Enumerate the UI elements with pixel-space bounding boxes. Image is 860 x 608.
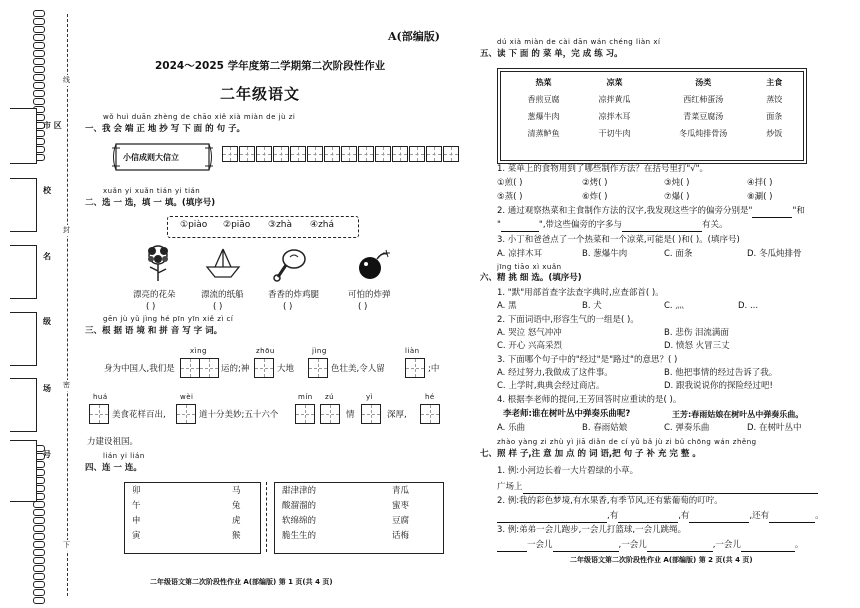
q7-blank-1[interactable]	[523, 482, 818, 494]
seal-line	[67, 14, 68, 596]
q7-blank-2c[interactable]	[689, 511, 749, 523]
q5-pinyin: dú xià miàn de cài dān wán chéng liàn xí	[497, 38, 661, 46]
q5-blank-3[interactable]	[622, 220, 702, 232]
q5-opt-1[interactable]: ①煎( )	[497, 178, 523, 188]
q4-pinyin: lián yi lián	[103, 452, 145, 460]
menu-cell: 西红柿蛋汤	[683, 95, 724, 104]
q7-answer-1: 广场上	[497, 482, 818, 494]
menu-cell: 凉拌黄瓜	[598, 95, 631, 104]
q6-q4-d[interactable]: D. 在树叶丛中	[747, 423, 802, 433]
q3-py-xing: xìng	[190, 347, 207, 355]
menu-header-hot: 热菜	[535, 78, 552, 87]
q4-left-b3[interactable]: 虎	[232, 516, 241, 526]
menu-cell: 面条	[766, 112, 783, 121]
q5-sub3-opt-c[interactable]: C. 面条	[664, 249, 693, 259]
q3-box-hua[interactable]	[89, 404, 109, 424]
q2-item-3-label: 香香的炸鸡腿	[268, 290, 320, 300]
q5-sub3-opt-d[interactable]: D. 冬瓜炖排骨	[747, 249, 802, 259]
q7-title: 七、照 样 子,注 意 加 点 的 词 语,把 句 子 补 充 完 整 。	[480, 449, 701, 459]
menu-header-staple: 主食	[766, 78, 783, 87]
q2-item-1-label: 漂亮的花朵	[133, 290, 176, 300]
q3-box-xing-2[interactable]	[199, 358, 219, 378]
q3-py-min: mín	[298, 393, 313, 401]
q4-right-b4[interactable]: 话梅	[392, 531, 410, 541]
q7-blank-2a[interactable]	[497, 511, 607, 523]
q3-line2-text2: 道十分美妙;五十六个	[199, 410, 279, 420]
q5-sub1: 1. 菜单上的食物用到了哪些制作方法？在括号里打"√"。	[497, 164, 709, 174]
q3-py-lian: liàn	[405, 347, 420, 355]
q3-line2-text1: 美食花样百出,	[112, 410, 166, 420]
seal-box-number	[10, 440, 37, 502]
seal-char-1: 线	[63, 76, 70, 84]
q7-blank-3a[interactable]	[497, 540, 527, 552]
q5-sub2a: 2. 通过观察热菜和主食制作方法的汉字,我发现这些字的偏旁分别是" "和	[497, 206, 805, 216]
q6-dialog-teacher: 李老师:谁在树叶丛中弹奏乐曲呢?	[503, 409, 631, 419]
menu-header-cold: 凉菜	[606, 78, 623, 87]
q1-pinyin: wǒ huì duān zhèng de chāo xiě xià miàn de jù zi	[103, 113, 296, 121]
q4-right-a1[interactable]: 甜津津的	[282, 486, 317, 496]
q4-divider	[266, 482, 267, 552]
q3-line1-text2: 运的;神	[221, 364, 250, 374]
q3-py-wei: wèi	[180, 393, 194, 401]
page-title: 二年级语文	[220, 85, 301, 103]
q3-line3-text: 力建设祖国。	[87, 437, 139, 447]
q5-opt-5[interactable]: ⑤蒸( )	[497, 192, 523, 202]
q2-option-4: ④zhá	[310, 220, 335, 230]
seal-char-2: 封	[63, 226, 70, 234]
q2-item-4-label: 可怕的炸弹	[348, 290, 391, 300]
q2-option-2: ②piāo	[223, 220, 251, 230]
q6-q2-a[interactable]: A. 哭泣 怒气冲冲	[497, 328, 562, 338]
seal-label-name: 名	[43, 252, 51, 261]
menu-cell: 香煎豆腐	[527, 95, 560, 104]
q5-opt-6[interactable]: ⑥炸( )	[582, 192, 608, 202]
q2-pinyin: xuǎn yi xuǎn tián yi tián	[103, 187, 201, 195]
menu-cell: 干切牛肉	[598, 129, 631, 138]
menu-cell: 蒸饺	[766, 95, 783, 104]
q5-opt-7[interactable]: ⑦爆( )	[664, 192, 690, 202]
q6-dialog-student: 王芳:春雨姑娘在树叶丛中弹奏乐曲。	[672, 410, 804, 419]
q5-opt-2[interactable]: ②烤( )	[582, 178, 608, 188]
seal-label-room: 场	[43, 384, 51, 393]
q3-py-zu: zú	[325, 393, 335, 401]
q6-q2-b[interactable]: B. 悲伤 泪流满面	[664, 328, 729, 338]
q4-left-a1[interactable]: 卯	[132, 486, 141, 496]
q2-item-4-blank[interactable]: ( )	[358, 302, 368, 312]
q1-title: 一、我 会 端 正 地 抄 写 下 面 的 句 子。	[85, 124, 246, 134]
q5-opt-8[interactable]: ⑧涮( )	[747, 192, 773, 202]
q3-line1-text1: 身为中国人,我们是	[104, 364, 175, 374]
q4-left-b2[interactable]: 兔	[232, 501, 241, 511]
q4-right-a2[interactable]: 酸溜溜的	[282, 501, 317, 511]
q5-blank-2[interactable]	[501, 220, 539, 232]
menu-cell: 炒饭	[766, 129, 783, 138]
q6-q3: 3. 下面哪个句子中的"经过"是"路过"的意思？( )	[497, 355, 678, 365]
seal-label-city: 市 区	[43, 121, 62, 130]
q2-item-2-label: 漂流的纸船	[201, 290, 244, 300]
q5-sub3-opt-b[interactable]: B. 葱爆牛肉	[582, 249, 628, 259]
q7-pinyin: zhào yàng zi zhù yì jiā diǎn de cí yǔ bǎ jù zi bǔ chōng wán zhěng	[497, 438, 757, 446]
q4-right-a4[interactable]: 脆生生的	[282, 531, 317, 541]
q3-box-lian[interactable]	[405, 358, 425, 378]
q6-q3-a[interactable]: A. 经过努力,我做成了这件事。	[497, 368, 613, 378]
q5-sub2c: " ",带这些偏旁的字多与 有关。	[497, 220, 728, 230]
q6-q4-a[interactable]: A. 乐曲	[497, 423, 526, 433]
q6-q1-a[interactable]: A. 黑	[497, 301, 517, 311]
seal-box-room	[10, 378, 37, 432]
q4-title: 四、连 一 连。	[85, 463, 142, 473]
q6-q2-d[interactable]: D. 愤怒 火冒三丈	[664, 341, 730, 351]
q5-blank-1[interactable]	[752, 206, 792, 218]
q4-right-a3[interactable]: 软绵绵的	[282, 516, 317, 526]
menu-cell: 葱爆牛肉	[527, 112, 560, 121]
q4-left-a3[interactable]: 申	[132, 516, 141, 526]
q2-title: 二、选 一 选，填 一 填。(填序号)	[85, 198, 216, 208]
q3-line1-text4: 色壮美,令人留	[331, 364, 385, 374]
q4-right-b2[interactable]: 蜜枣	[392, 501, 410, 511]
footer-right: 二年级语文第二次阶段性作业 A(部编版) 第 2 页(共 4 页)	[570, 556, 753, 564]
q3-box-zhou[interactable]	[254, 358, 274, 378]
q7-blank-2d[interactable]	[769, 511, 815, 523]
q7-example-3: 3. 例:弟弟一会儿跑步,一会儿打篮球,一会儿跳绳。	[497, 525, 687, 535]
q1-writing-grid	[222, 146, 458, 164]
q4-left-b1[interactable]: 马	[232, 486, 241, 496]
q4-left-b4[interactable]: 猴	[232, 531, 241, 541]
q6-q1: 1. "默"用部首查字法查字典时,应查部首( )。	[497, 288, 664, 298]
seal-box-school	[10, 178, 37, 232]
q3-title: 三、根 据 语 境 和 拼 音 写 字 词。	[85, 326, 223, 336]
q7-blank-3b[interactable]	[553, 540, 619, 552]
q4-left-a2[interactable]: 午	[132, 501, 141, 511]
q7-blank-3d[interactable]	[741, 540, 795, 552]
q3-py-zhou: zhōu	[256, 347, 275, 355]
seal-label-school: 校	[43, 186, 51, 195]
q6-q1-b[interactable]: B. 犬	[582, 301, 602, 311]
q2-option-1: ①piào	[180, 220, 208, 230]
q5-sub3-opt-a[interactable]: A. 凉拌木耳	[497, 249, 543, 259]
paper-boat-icon	[203, 247, 243, 281]
q6-q2-c[interactable]: C. 开心 兴高采烈	[497, 341, 563, 351]
q5-sub3: 3. 小丁和爸爸点了一个热菜和一个凉菜,可能是( )和( )。(填序号)	[497, 235, 740, 245]
seal-box-name	[10, 245, 37, 299]
q6-title: 六、精 挑 细 选。(填序号)	[480, 273, 582, 283]
seal-box-city	[10, 108, 37, 164]
q7-blank-3c[interactable]	[647, 540, 713, 552]
q7-example-2: 2. 例:我的彩色梦境,有水果香,有季节风,还有紫葡萄的叮咛。	[497, 496, 723, 506]
q3-py-jing: jìng	[312, 347, 327, 355]
q5-opt-3[interactable]: ③炖( )	[664, 178, 690, 188]
q6-q2: 2. 下面词语中,形容生气的一组是( )。	[497, 315, 639, 325]
q2-item-3-blank[interactable]: ( )	[283, 302, 293, 312]
q3-box-jing[interactable]	[308, 358, 328, 378]
q4-right-b3[interactable]: 豆腐	[392, 516, 410, 526]
q3-py-yi: yì	[366, 393, 374, 401]
seal-char-4: 下	[63, 541, 70, 549]
q3-box-zu[interactable]	[320, 404, 340, 424]
q3-line2-text5: 深厚,	[387, 410, 407, 420]
menu-cell: 清蒸鲈鱼	[527, 129, 560, 138]
menu-cell: 凉拌木耳	[598, 112, 631, 121]
q3-box-yi[interactable]	[361, 404, 381, 424]
q4-left-a4[interactable]: 寅	[132, 531, 141, 541]
menu-cell: 冬瓜炖排骨汤	[679, 129, 728, 138]
q7-example-1: 1. 例:小河边长着一大片碧绿的小草。	[497, 466, 639, 476]
q3-box-wei[interactable]	[176, 404, 196, 424]
q3-box-xing-1[interactable]	[180, 358, 200, 378]
bomb-icon	[355, 248, 391, 284]
q6-q4-c[interactable]: C. 弹奏乐曲	[664, 423, 710, 433]
menu-cell: 青菜豆腐汤	[683, 112, 724, 121]
seal-char-3: 密	[63, 381, 70, 389]
chicken-leg-icon	[272, 245, 308, 283]
q5-opt-4[interactable]: ④拌( )	[747, 178, 773, 188]
q6-pinyin: jīng tiāo xì xuǎn	[497, 263, 562, 271]
edition-label: A(部编版)	[388, 30, 440, 43]
flower-icon	[140, 243, 176, 283]
q3-box-min[interactable]	[295, 404, 315, 424]
q3-box-he[interactable]	[420, 404, 440, 424]
q4-right-b1[interactable]: 青瓜	[392, 486, 410, 496]
q3-line2-text4: 情	[346, 410, 355, 420]
seal-label-class: 级	[43, 317, 51, 326]
q3-pinyin: gēn jù yǔ jìng hé pīn yīn xiě zì cí	[103, 315, 234, 323]
q3-line1-text3: 大地	[277, 364, 295, 374]
q7-answer-3: 一会儿 ,一会儿 ,一会儿 。	[497, 540, 803, 552]
menu-table	[508, 74, 792, 142]
seal-label-number: 号	[43, 450, 51, 459]
q6-q4-b[interactable]: B. 春雨姑娘	[582, 423, 628, 433]
q7-answer-2: ,有 ,有 ,还有 。	[497, 511, 824, 523]
q6-q1-d[interactable]: D. ...	[738, 301, 759, 311]
menu-header-soup: 汤类	[695, 78, 712, 87]
q3-py-he: hé	[425, 393, 435, 401]
seal-box-class	[10, 312, 37, 366]
q6-q3-b[interactable]: B. 他把事情的经过告诉了我。	[664, 368, 778, 378]
scroll-text: 小信成则大信立	[123, 153, 179, 162]
footer-left: 二年级语文第二次阶段性作业 A(部编版) 第 1 页(共 4 页)	[150, 578, 333, 586]
q3-py-hua: huá	[93, 393, 108, 401]
q6-q3-d[interactable]: D. 跟我说说你的探险经过吧!	[664, 381, 773, 391]
q3-line1-text5: ;中	[428, 364, 440, 374]
q5-title: 五、读 下 面 的 菜 单，完 成 练 习。	[480, 49, 623, 59]
q6-q4: 4. 根据李老师的提问,王芳回答时应重读的是( )。	[497, 395, 682, 405]
q2-item-2-blank[interactable]: ( )	[213, 302, 223, 312]
q6-q1-c[interactable]: C. 灬	[664, 301, 684, 311]
term-title: 2024～2025 学年度第二学期第二次阶段性作业	[155, 60, 386, 72]
q7-blank-2b[interactable]	[618, 511, 678, 523]
q2-item-1-blank[interactable]: ( )	[146, 302, 156, 312]
q2-option-3: ③zhà	[268, 220, 293, 230]
q6-q3-c[interactable]: C. 上学时,典典会经过商店。	[497, 381, 605, 391]
